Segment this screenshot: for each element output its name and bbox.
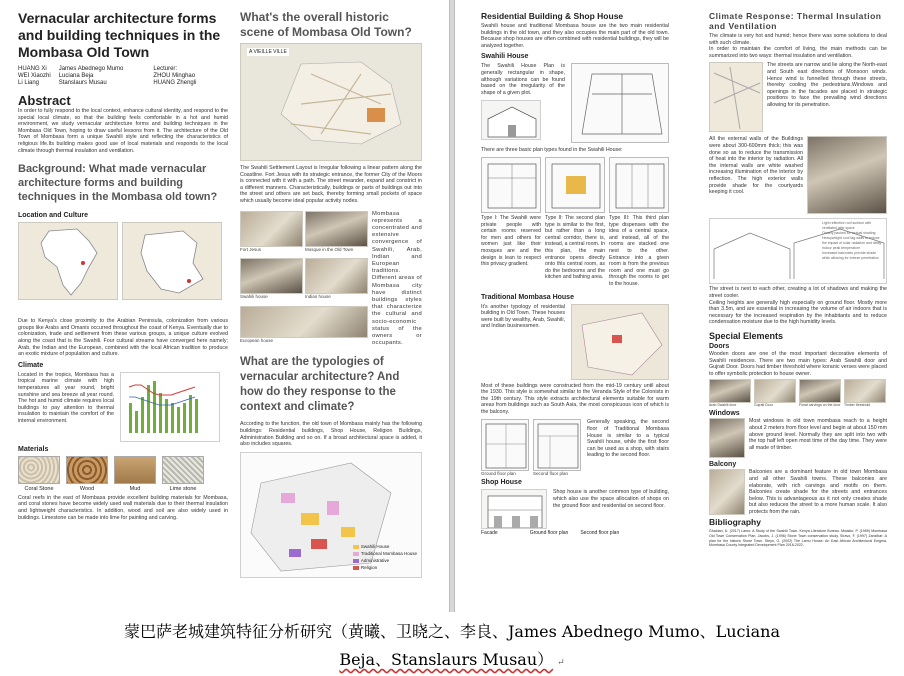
climate-heading: Climate (18, 361, 44, 369)
photo-european (240, 306, 368, 348)
european-photo (240, 306, 368, 338)
lime-swatch (162, 456, 204, 484)
photo-grid (240, 211, 368, 348)
house-icon (482, 101, 541, 140)
doors-text: Wooden doors are one of the most important decorative elements of Swahili residences. There are two main types: Arab Swahili door and Gujrati Door. Doors had timber threshold where koranic verses were placed to offer symbolic protection to house owner. (709, 350, 887, 377)
lecturers (153, 66, 196, 87)
map-legend (353, 543, 417, 571)
swahili-text: The Swahili House Plan is generally rectangular in shape, although variations can be found based on the irregularity of the shape of a given plot. (481, 63, 565, 96)
authors-col-1 (18, 66, 51, 87)
shop-label: Facade (481, 530, 498, 537)
legend-swatch (353, 566, 359, 570)
old-town-map-image (240, 43, 422, 161)
mud-swatch (114, 456, 156, 484)
plan-type-2 (545, 157, 605, 213)
lecturer: ZHOU Minghao (153, 73, 196, 79)
swahili-text-block (481, 63, 565, 143)
balcony-text: Balconies are a dominant feature in old town Mombasa and all other Swahili towns. These balconies are elaborate, with rich carvings and motifs on them. Balconies create shade for the streets and entrances below. This is advantageous as it not only creates shade but also reduces the street to a more human scale. It also protects from the rain. (749, 469, 887, 515)
kenya-outline-icon (123, 223, 222, 300)
windows-heading: Windows (709, 410, 740, 418)
residential-column (481, 8, 669, 536)
location-maps (18, 222, 228, 300)
caption-line-2 (10, 646, 894, 676)
sketch-notes (822, 221, 882, 261)
indian-photo (305, 258, 368, 294)
culture-block (240, 211, 422, 348)
street-map-image (709, 62, 763, 132)
location-text: Due to Kenya's close proximity to the Arabian Peninsula, colonization from various groups like Arabs and Omanis occurred throughout the coast of Kenya. Eventually due to colonization, trade and settlement from these various groups, a unique culture evolved along the coast that is the Swahili. Four cultural streams have converged here namely; Arab, the Indian and the European, combined with the local African tradition to produce an exotic mixture of population and culture. (18, 318, 228, 358)
climate-text-6: Ceiling heights are generally high especially on ground floor. Mostly more than 3.5m, and are essential in increasing the volume of air indoors that is necessary for the increased respiration by the inhabitants and to reduce condensation moisture due to the high humidity levels. (709, 299, 887, 326)
windows-block (709, 418, 887, 458)
door-photo (799, 379, 841, 403)
plan-icon (482, 420, 529, 471)
wall-photo (807, 136, 887, 214)
culture-text: Mombasa represents a concentrated and extensive convergence of Swahili, Arab, Indian and European traditions. Different areas of Mombasa city have distinct buildings styles that characterize the cultural and socio-economic status of the owners or occupants. (372, 210, 422, 347)
abstract-heading: Abstract (18, 93, 71, 108)
photo-caption: Swahili house (240, 294, 268, 300)
traditional-map-image (571, 304, 669, 380)
legend-swatch (353, 559, 359, 563)
climate-text-3: The streets are narrow and lie along the North-east and South east directions of Monsoon winds. Hence wind is funnelled through these streets, thereby cooling the pedestrians.Windows and openings in the facades are placed in strategic positions to face the prevailing wind directions allowing for its penetration. (767, 62, 887, 108)
material-label: Lime stone (169, 485, 197, 492)
typology-heading: What are the typologies of vernacular architecture? And how do they response to the context and climate? (240, 356, 400, 414)
shop-block (481, 489, 669, 529)
bibliography-heading: Bibliography (709, 517, 761, 528)
door-photo (754, 379, 796, 403)
materials-text: Coral reefs in the east of Mombasa provide excellent building materials for Mombasa, and coral stones have become widely used wall materials due to their thermal insulation and lightweight characteristics. In addition, wood and soil are also widely used in buildings. Limestone can be made into lime for painting and carving. (18, 494, 228, 521)
traditional-heading: Traditional Mombasa House (481, 293, 574, 301)
poster-page-2 (454, 0, 904, 612)
door-item (754, 379, 796, 407)
paragraph-mark-icon: ↵ (557, 658, 565, 668)
climate-chart (120, 372, 220, 442)
authors (18, 66, 228, 87)
balcony-photo (709, 469, 745, 515)
sketch-note: Light reflective roof surface with ventilated attic space (822, 221, 872, 231)
map-label: A VIEILLE VILLE (249, 49, 287, 55)
material-label: Wood (79, 485, 95, 492)
second-plan (533, 419, 581, 476)
shop-label: Ground floor plan (529, 530, 569, 537)
poster-title: Vernacular architecture forms and building techniques in the Mombasa Old Town (18, 10, 221, 60)
balcony-block (709, 469, 887, 515)
photo-caption: Fort Jesus (240, 246, 262, 252)
residential-intro: Swahili house and traditional Mombasa house are the two main residential buildings in the old town, and they also occupies the main part of the old town. Because shop houses are often combined with residential buildings, they will be analyzed together. (481, 23, 669, 49)
shop-labels (481, 530, 669, 536)
material-label: Coral Stone (24, 485, 54, 492)
swahili-photo (240, 258, 303, 294)
lecturer-label: Lecturer: (153, 66, 178, 72)
three-plans-text: There are three basic plan types found in the Swahili House: (481, 147, 623, 154)
window-photo (709, 418, 745, 458)
legend-label: Administrative (360, 557, 390, 563)
traditional-text: It's another typology of residential building in Old Town. These houses were built by wealthy, Arab, Swahili, and Indian businessmen. (481, 303, 565, 330)
plan-1-icon (482, 158, 541, 213)
climate-text: Located in the tropics, Mombasa has a tropical marine climate with high temperatures all year round, bright sunshine and sea breeze all year round. The hot and humid climate requires local buildings to pay attention to thermal insulation to maintain the comfort of the internal environment. (18, 371, 114, 424)
author: Li Liang (18, 80, 40, 86)
climate-column (709, 8, 887, 548)
fort-photo (240, 211, 303, 247)
climate-text-2: In order to maintain the comfort of living, the main methods can be summarized into two ways: thermal insulation and ventilation. (709, 46, 887, 59)
legend-swatch (353, 552, 359, 556)
wood-swatch (66, 456, 108, 484)
author: James Abednego Mumo (58, 66, 124, 72)
plan-type-3 (609, 157, 669, 213)
swahili-block (481, 63, 669, 143)
typology-text: According to the function, the old town of Mombasa mainly has the following buildings: Residential buildings, Shop House, Religion Buildings, Administration Building and so on. If a broad architectural space is added, it also includes squares. (240, 421, 422, 448)
door-photos (709, 379, 887, 407)
plan-types (481, 157, 669, 213)
africa-map-image (18, 222, 118, 300)
legend-label: Religion (360, 564, 378, 570)
temperature-line (121, 373, 220, 442)
type-2-text: Type II: The second plan type is similar to the first, but rather than a long central corridor, there is, instead, a central room. In this plan, the main entrance opens directly onto this central room, as do the bedrooms and the kitchen and bathing area. (545, 214, 605, 281)
material-lime (162, 456, 204, 492)
balcony-heading: Balcony (709, 461, 737, 469)
historic-text: The Swahili Settlement Layout is Irregular following a linear pattern along the Coastline. Fort Jesus with its strategic entrance, the former City of the Moors is connected with it with a path. The street meander, expand and constrict in a different manners. Characteristically, buildings or parts of buildings out into the street and others are set back, thereby forming small pockets of space which usually become ideal popular activity nodes. (240, 165, 422, 204)
location-heading: Location and Culture (18, 212, 88, 220)
caption-line-1 (10, 618, 894, 646)
street-grid-icon (710, 63, 763, 132)
author: WEI Xiaozhi (18, 73, 51, 79)
material-label: Mud (129, 485, 141, 492)
material-coral (18, 456, 60, 492)
abstract-text: In order to fully respond to the local context, enhance cultural identity, and respond to the special local climate, so that the building feels comfortable in a hot and humid environment, we study vernacular architecture forms and building techniques in the Mombasa Old Town, hoping to draw useful lessons from it. The architecture of the Old Town of Mombasa form a unique Swahili style and reflecting the characteristics of religious life.Its building makes good use of local materials and responds to the local climate through thermal insulation and ventilation. (18, 108, 228, 154)
second-plan-drawing (533, 419, 581, 471)
sketch-note: Heavyweight cool tag walls to reduce the impact of solar radiation and delay indoor peak temperature (822, 236, 882, 251)
swahili-plan-image (571, 63, 669, 143)
legend-label: Swahili House (360, 543, 390, 549)
author: Stanslaurs Musau (58, 80, 107, 86)
legend-item (353, 550, 417, 557)
walls-block (709, 136, 887, 214)
legend-item (353, 543, 417, 550)
plan-2-icon (546, 158, 605, 213)
door-item (799, 379, 841, 407)
door-caption: Gujrati Door (754, 403, 773, 408)
africa-outline-icon (19, 223, 118, 300)
traditional-text-3: Generally speaking, the second floor of Traditional Mombasa House is similar to a typical Swahili house, while the first floor can be used as a shop, with stairs leading to the second floor. (587, 419, 669, 459)
ground-plan-drawing (481, 419, 529, 471)
traditional-block (481, 304, 669, 380)
photo-caption: European house (240, 337, 274, 343)
historic-heading: What's the overall historic scene of Mombasa Old Town? (240, 10, 412, 39)
plan-icon (534, 420, 581, 471)
photo-indian (305, 258, 368, 304)
photo-swahili (240, 258, 303, 304)
plan-label: Second floor plan (533, 471, 569, 477)
background-heading: Background: What made vernacular architecture forms and building techniques in the Mombasa old town? (18, 163, 218, 204)
materials-row (18, 456, 228, 492)
kenya-map-image (122, 222, 222, 300)
special-heading: Special Elements (709, 330, 784, 341)
climate-sketch-image (709, 218, 887, 284)
material-wood (66, 456, 108, 492)
floor-plan-icon (572, 64, 669, 143)
document-caption (0, 616, 904, 676)
door-photo (844, 379, 886, 403)
district-map-icon (572, 305, 669, 380)
door-caption: Floral carvings on the door (799, 403, 841, 408)
mosque-photo (305, 211, 368, 247)
door-photo (709, 379, 751, 403)
swahili-heading: Swahili House (481, 53, 529, 61)
traditional-plans (481, 419, 669, 476)
residential-heading: Residential Building & Shop House (481, 11, 624, 21)
bibliography-text: Ghaidan, U. (2017) Lamu: A Study of the Swahili Town. Kenya Literature Bureau. Mwakio, P. (1989) Mombasa Old Town Conservation Plan. Jacobs, J. (1996) Stone Town conservation study. Siravo, F. (1997) Zanzibar: A plan for the historic Stone Town. Steyn, G. (2002) The Lamu House: An East African Architectural Enigma. Mombasa County Integrated Development Plan 2018-2022. (709, 529, 887, 548)
traditional-plan-drawings (481, 419, 581, 476)
ground-plan (481, 419, 529, 476)
shop-facade-sketch (481, 489, 547, 529)
climate-response-heading: Climate Response: Thermal Insulation and Ventilation (709, 11, 882, 31)
door-item (709, 379, 751, 407)
legend-item (353, 564, 417, 571)
climate-block (18, 372, 228, 442)
door-caption: Timber threshold (844, 403, 871, 408)
materials-heading: Materials (18, 445, 49, 453)
legend-swatch (353, 545, 359, 549)
door-item (844, 379, 886, 407)
author: Luciana Beja (58, 73, 94, 79)
plan-3-icon (610, 158, 669, 213)
traditional-text-2: Most of these buildings were constructed from the mid-19 century until about the 1930. This style is somewhat similar to the Veranda Style of the Colonists in the 19th century. This style extracts architectural elements suitable for warm areas from buildings such as South Asia, the most conspicuous icon of which is the balcony. (481, 382, 669, 415)
author: HUANG Xi (18, 66, 47, 72)
caption-text-2: Beja、Stanslaurs Musau） (339, 650, 554, 669)
photo-fort (240, 211, 303, 257)
door-caption: Arab Swahili door (709, 403, 737, 408)
sketch-note: Increased balconies provide shade while allowing for breeze penetration (822, 251, 879, 261)
type-3-text: Type III: This third plan type dispenses with the idea of a central space, and instead, all of the rooms are stacked one next to the other. Entrance into a given room is from the previous room and one must go through the rooms to get to the house. (609, 214, 669, 287)
facade-icon (482, 490, 547, 529)
legend-item (353, 557, 417, 564)
climate-text-4: All the external walls of the Buildings were about 300-600mm thick; this was done so as to reduce the transmission of heat into the interior by radiation. All the internal walls are white washed increasing illumination of the interior by reflection. The high exterior walls provide shade for the courtyards keeping it cool. (709, 136, 803, 196)
shop-text: Shop house is another common type of building, which also use the space allocation of shops on the ground floor and residential on second floor. (553, 489, 669, 509)
street-map-icon (241, 44, 422, 161)
photo-mosque (305, 211, 368, 257)
climate-text-5: The street is next to each other, creating a lot of shadows and making the street cooler. (709, 286, 887, 299)
type-1-text: Type I: The Swahili were private people with certain rooms reserved for men and others for women just like their mosques are and the design is lean to respect this privacy gradient. (481, 214, 541, 268)
photo-caption: Mosque in the Old Town (305, 246, 354, 252)
poster-page-1 (0, 0, 450, 612)
plan-drawings-row (481, 419, 581, 476)
plan-type-1 (481, 157, 541, 213)
material-mud (114, 456, 156, 492)
right-column (240, 10, 422, 578)
typology-map-image (240, 452, 422, 578)
plan-type-texts (481, 215, 669, 288)
shop-label: Second floor plan (580, 530, 620, 537)
caption-text-1: 蒙巴萨老城建筑特征分析研究（黄曦、卫晓之、李良、James Abednego Mumo、Luciana (123, 622, 781, 641)
coral-swatch (18, 456, 60, 484)
sketch-note: Closely packed for mutual shading (822, 231, 876, 236)
left-column (18, 10, 228, 521)
swahili-house-sketch (481, 100, 541, 140)
photo-caption: Indian house (305, 294, 331, 300)
doors-heading: Doors (709, 342, 730, 350)
lecturer: HUANG Zhengli (153, 80, 197, 86)
climate-text-1: The climate is very hot and humid; hence there was some solutions to deal with such climate. (709, 33, 887, 46)
shop-heading: Shop House (481, 479, 522, 487)
legend-label: Traditional Mombasa House (360, 550, 417, 556)
windows-text: Most windows in old town mombasa reach to a height about 2 meters from floor level and begin at about 150 mm above ground level. Normally they are split into two with the top half left open most time of the day time. They were all made of timber. (749, 418, 887, 451)
plan-label: Ground floor plan (481, 471, 516, 477)
authors-col-2 (59, 66, 124, 87)
street-block (709, 62, 887, 132)
